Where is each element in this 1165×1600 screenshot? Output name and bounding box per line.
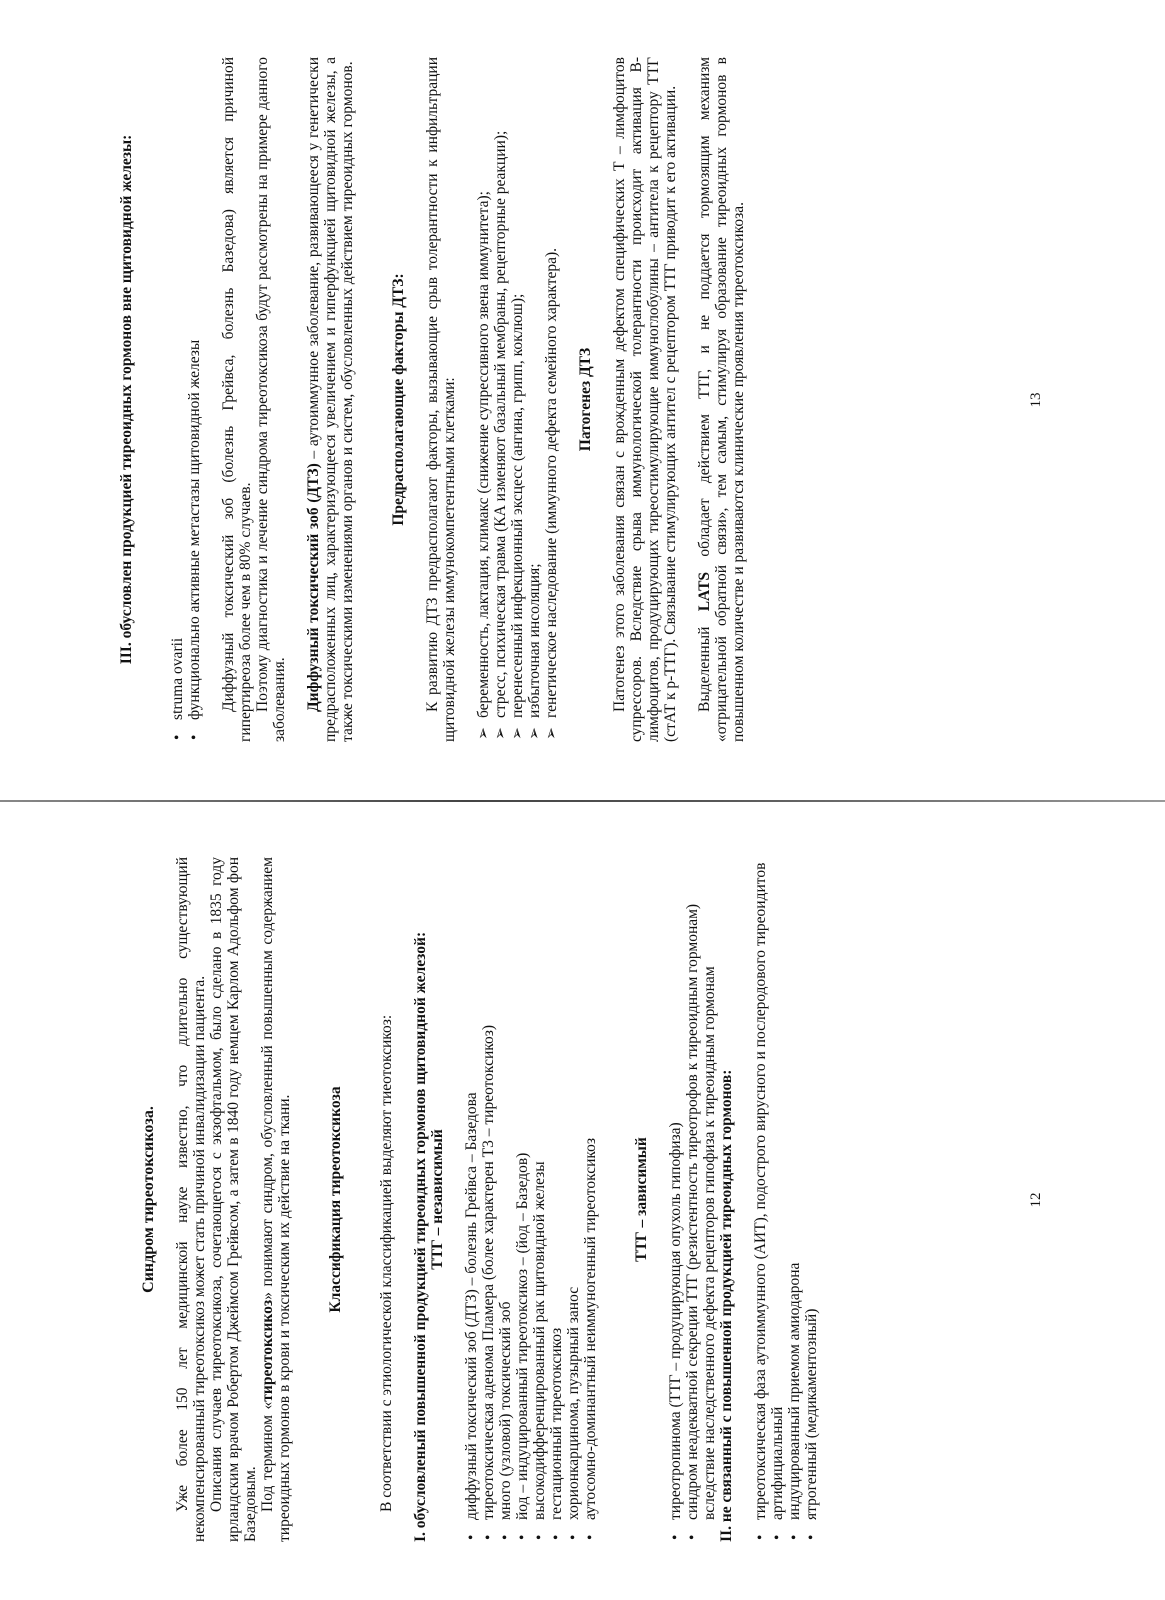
section-2-list <box>752 857 820 1542</box>
list-item: ➢ беременность, лактация, климакс (снижение супрессивного звена иммунитета); <box>475 191 492 740</box>
factors-heading: Предрасполагающие факторы ДТЗ: <box>390 273 407 526</box>
term-dtz: Диффузный токсический зоб (ДТЗ) <box>305 463 322 712</box>
list-item: • тиреотоксическая аденома Пламера (более характерен Т3 – тиреотоксикоз) <box>480 1024 497 1540</box>
page-12-content <box>140 857 820 1542</box>
list-item: • диффузный токсический зоб (ДТЗ) – болезнь Грейвса – Базедова <box>463 1092 480 1540</box>
page-number: 13 <box>1028 392 1044 408</box>
list-item: • ятрогенный (медикаментозный) <box>803 1308 820 1540</box>
dtz-definition-paragraph: Диффузный токсический зоб (ДТЗ) – аутоиммунное заболевание, развивающееся у генетически предрасположенных лиц, характеризующееся увеличением и гиперфункцией щитовидной железы, а также токсическими изменениями органов и систем, обусловленных действием тиреоидных гормонов. <box>305 57 356 742</box>
lats-paragraph: Выделенный LATS обладает действием ТТГ, и не поддается тормозящим механизм «отрицательной обратной связи», тем самым, стимулируя образование тиреоидных гормонов в повышенном количестве и развиваются клинические проявления тиреотоксикоза. <box>696 57 747 742</box>
list-item: • артифициальный <box>769 1406 786 1540</box>
dtz-prevalence-paragraph: Диффузный токсический зоб (болезнь Грейвса, болезнь Базедова) является причиной гипертиреоза более чем в 80% случаев. <box>220 57 254 742</box>
factors-intro: К развитию ДТЗ предрасполагают факторы, вызывающие срыв толерантности к инфильтрации щитовидной железы иммунокомпетентными клетками: <box>424 57 458 742</box>
pathogenesis-heading: Патогенез ДТЗ <box>577 347 594 452</box>
list-item: • тиреотропинома (ТТГ – продуцирующая опухоль гипофиза) <box>667 1122 684 1540</box>
page-12 <box>0 800 1165 1600</box>
list-item: • много (узловой) токсический зоб <box>497 1301 514 1540</box>
factors-list <box>475 57 560 742</box>
intro-paragraph-3: Под термином «тиреотоксикоз» понимают синдром, обусловленный повышенным содержанием тиреоидных гормонов в крови и токсическим их действие на ткани. <box>259 857 293 1542</box>
list-item: • аутосомно-доминантный неиммуногенный тиреотоксикоз <box>582 1137 599 1540</box>
classification-intro: В соответствии с этиологической классификацией выделяют тиеотоксикоз: <box>378 1014 395 1512</box>
list-item: ➢ избыточная инсоляция; <box>526 563 543 740</box>
list-item: • функционально активные метастазы щитовидной железы <box>186 339 203 740</box>
list-item: ➢ перенесенный инфекционный эксцесс (ангина, грипп, коклюш); <box>509 293 526 740</box>
pathogenesis-paragraph: Патогенез этого заболевания связан с врожденным дефектом специфических Т – лимфоцитов супрессоров. Вследствие срыва иммунологической толерантности происходит активация В-лимфоцитов, продуцирующих тиреостимулирующие иммуноглобулины – антитела к рецептору ТТГ (стАТ к р-ТТГ). Связывание стимулирующих антител с рецептором ТТГ приводит к его активации. <box>611 57 679 742</box>
list-item: • синдром неадекватной секреции ТТГ (резистентность тиреотрофов к тиреоидным гормонам) вследствие наследственного дефекта рецепторов гипофиза к тиреоидным гормонам <box>684 903 718 1540</box>
term-lats: LATS <box>696 571 713 612</box>
list-item: • высокодифференцированный рак щитовидной железы <box>531 1161 548 1540</box>
list-item: • гестационный тиреотоксикоз <box>548 1327 565 1540</box>
list-item: • struma ovarii <box>169 637 186 740</box>
page-number: 12 <box>1028 1192 1044 1208</box>
ttg-independent-heading: ТТГ – независимый <box>429 1129 446 1270</box>
classification-heading: Классификация тиреотоксикоза <box>327 1086 344 1313</box>
list-item: • хорионкарцинома, пузырный занос <box>565 1286 582 1540</box>
section-3-heading: III. обусловлен продукцией тиреоидных гормонов вне щитовидной железы: <box>118 134 135 665</box>
section-2-heading: II. не связанный с повышенной продукцией тиреоидных гормонов: <box>718 1069 735 1542</box>
list-item: • индуцированный приемом амиодарона <box>786 1262 803 1540</box>
dependent-list <box>667 857 718 1542</box>
list-item: • тиреотоксическая фаза аутоиммунного (АИТ), подострого вирусного и послеродового тиреоидитов <box>752 862 769 1540</box>
list-item: ➢ генетическое наследование (иммунного дефекта семейного характера). <box>543 247 560 740</box>
section-1-list <box>463 857 599 1542</box>
intro-paragraph-1: Уже более 150 лет медицинской науке известно, что длительно существующий некомпенсированный тиреотоксикоз может стать причиной инвалидизации пациента. <box>174 857 208 1542</box>
list-item: ➢ стресс, психическая травма (КА изменяют базальный мембраны, рецепторные реакции); <box>492 130 509 740</box>
intro-paragraph-2: Описания случаев тиреотоксикоза, сочетающегося с экзофтальмом, было сделано в 1835 году ирландским врачом Робертом Джеймсом Грейвсом, а затем в 1840 году немцем Карлом Адольфом фон Базедовым. <box>208 857 259 1542</box>
ttg-dependent-heading: ТТГ – зависимый <box>633 1137 650 1262</box>
dtz-diagnostics-paragraph: Поэтому диагностика и лечение синдрома тиреотоксикоза будут рассмотрены на примере данного заболевания. <box>254 57 288 742</box>
list-item: • йод – индуцированный тиреотоксикоз – (йод – Базедов) <box>514 1152 531 1540</box>
section-3-list <box>169 57 203 742</box>
page-13-content <box>118 57 747 742</box>
page-title: Синдром тиреотоксикоза. <box>140 1106 157 1293</box>
term-thyrotoxicosis: тиреотоксикоз <box>259 1299 276 1402</box>
section-1-heading: I. обусловленый повышенной продукцией тиреоидных гормонов щитовидной железой: <box>412 931 429 1542</box>
